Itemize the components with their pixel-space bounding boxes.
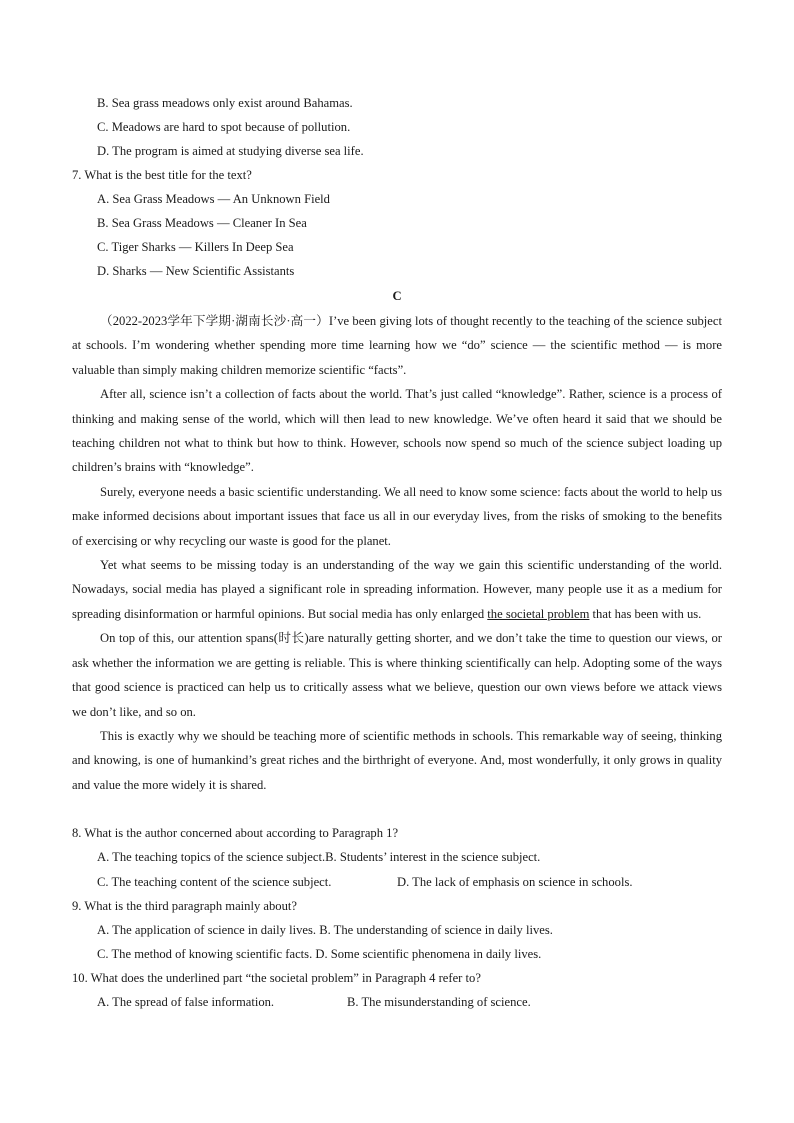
passage-paragraph-1: （2022-2023学年下学期·湖南长沙·高一）I’ve been giving lots of thought recently to the teaching of the science subject at schools. I’m wondering whether spending more time learning how we “do” science — the scientific method — is more valuable than simply making children memorize scientific “facts”. bbox=[72, 314, 722, 377]
q7-stem: 7. What is the best title for the text? bbox=[72, 168, 252, 182]
q9-stem: 9. What is the third paragraph mainly about? bbox=[72, 899, 297, 913]
passage-paragraph-4 bbox=[72, 553, 722, 626]
passage-p4-after: that has been with us. bbox=[589, 606, 702, 621]
passage-paragraph-2: After all, science isn’t a collection of facts about the world. That’s just called “knowledge”. Rather, science is a process of thinking and making sense of the world, which will then lead to new knowledge. We’ve often heard it said that we should be teaching children not what to think but how to think. However, schools now spend so much of the science subject loading up children’s brains with “knowledge”. bbox=[72, 387, 722, 475]
q6-option-b: B. Sea grass meadows only exist around Bahamas. bbox=[97, 96, 353, 110]
q10-stem: 10. What does the underlined part “the societal problem” in Paragraph 4 refer to? bbox=[72, 971, 481, 985]
q8-options-row1: A. The teaching topics of the science subject.B. Students’ interest in the science subject. bbox=[97, 850, 541, 864]
q8-stem: 8. What is the author concerned about according to Paragraph 1? bbox=[72, 826, 399, 840]
q7-option-a: A. Sea Grass Meadows — An Unknown Field bbox=[97, 192, 330, 206]
q7-option-c: C. Tiger Sharks — Killers In Deep Sea bbox=[97, 240, 294, 254]
passage-p4-before: Yet what seems to be missing today is an understanding of the way we gain this scientific understanding of the world. Nowadays, social media has played a significant role in spreading information. However, many people use it as a medium for spreading disinformation or harmful opinions. But social media has only enlarged bbox=[72, 558, 722, 621]
q10-options-row1 bbox=[97, 994, 531, 1010]
q7-option-d: D. Sharks — New Scientific Assistants bbox=[97, 264, 295, 278]
q8-options-row2 bbox=[97, 874, 633, 890]
q9-options-row2: C. The method of knowing scientific facts. D. Some scientific phenomena in daily lives. bbox=[97, 947, 542, 961]
q7-option-b: B. Sea Grass Meadows — Cleaner In Sea bbox=[97, 216, 307, 230]
q6-option-d: D. The program is aimed at studying diverse sea life. bbox=[97, 144, 364, 158]
passage-paragraph-5: On top of this, our attention spans(时长)are naturally getting shorter, and we don’t take the time to question our views, or ask whether the information we are getting is reliable. This is where thinking scientifically can help. Adopting some of the ways that good science is practiced can help us to critically assess what we believe, question our own views before we attack views we don’t like, and so on. bbox=[72, 631, 722, 719]
reading-passage bbox=[72, 309, 722, 797]
q10-option-a: A. The spread of false information. bbox=[97, 995, 275, 1009]
q9-options-row1: A. The application of science in daily lives. B. The understanding of science in daily lives. bbox=[97, 923, 553, 937]
q8-option-c: C. The teaching content of the science subject. bbox=[97, 875, 332, 889]
q6-option-c: C. Meadows are hard to spot because of pollution. bbox=[97, 120, 351, 134]
q8-option-d: D. The lack of emphasis on science in schools. bbox=[397, 875, 633, 889]
q10-option-b: B. The misunderstanding of science. bbox=[347, 995, 531, 1009]
underlined-phrase: the societal problem bbox=[487, 606, 590, 621]
passage-paragraph-3: Surely, everyone needs a basic scientific understanding. We all need to know some science: facts about the world to help us make informed decisions about important issues that face us all in our everyday lives, from the risks of smoking to the benefits of exercising or why recycling our waste is good for the planet. bbox=[72, 484, 722, 548]
passage-paragraph-6: This is exactly why we should be teaching more of scientific methods in schools. This remarkable way of seeing, thinking and knowing, is one of humankind’s great riches and the birthright of everyone. And, most wonderfully, it only grows in quality and value the more widely it is shared. bbox=[72, 728, 722, 792]
section-heading: C bbox=[392, 289, 402, 303]
